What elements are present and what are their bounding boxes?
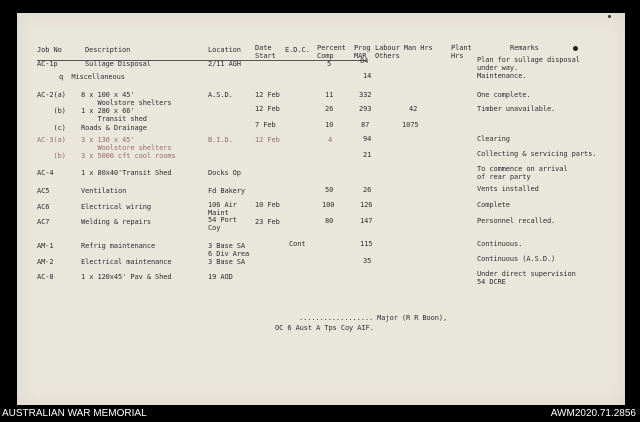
row-location: B.I.D.: [208, 136, 233, 144]
row-job-no: (b): [37, 152, 66, 160]
row-remarks: Personnel recalled.: [477, 217, 556, 225]
row-percent: 4: [328, 136, 333, 144]
row-description: Welding & repairs: [81, 218, 151, 226]
row-remarks: Clearing: [477, 135, 510, 143]
row-location: 6 Div Area 3 Base SA: [208, 250, 250, 266]
row-description: Electrical wiring: [81, 203, 151, 211]
row-job-no: AC-2(a): [37, 91, 66, 99]
document-page: [17, 13, 625, 405]
row-description: 1 x 120x45' Pav & Shed: [81, 273, 172, 281]
row-percent: 100: [322, 201, 335, 209]
row-description: 3 x 130 x 45' Woolstore shelters: [81, 136, 172, 152]
row-job-no: AC6: [37, 203, 50, 211]
row-others: 1075: [402, 121, 419, 129]
row-remarks: One complete.: [477, 91, 531, 99]
row-prog: 147: [360, 217, 373, 225]
archive-reference: AWM2020.71.2856: [550, 408, 636, 419]
row-job-no: AM-2: [37, 258, 54, 266]
row-description: 1 x 280 x 66' Transit shed: [81, 107, 147, 123]
row-remarks: To commence on arrival of rear party: [477, 165, 568, 181]
row-location: 2/11 AGH: [208, 60, 241, 68]
row-start: 12 Feb: [255, 105, 280, 113]
row-percent: 50: [325, 186, 334, 194]
header-date-start: Date Start: [255, 44, 276, 60]
row-job-no: AC7: [37, 218, 50, 226]
row-description: Ventilation: [81, 187, 127, 195]
row-prog: 21: [363, 151, 372, 159]
row-job-no: (c): [37, 124, 66, 132]
row-remarks: Continuous (A.S.D.): [477, 255, 556, 263]
row-start: 23 Feb: [255, 218, 280, 226]
row-percent: 26: [325, 105, 334, 113]
row-prog: 26: [363, 186, 372, 194]
row-start: 7 Feb: [255, 121, 276, 129]
row-description: q Miscellaneous: [59, 73, 125, 81]
signature-line: .................. Major (R R Boon),: [299, 314, 448, 322]
row-remarks: Timber unavailable.: [477, 105, 556, 113]
row-prog: 35: [363, 257, 372, 265]
row-location: Fd Bakery: [208, 187, 246, 195]
row-location: 106 Air Maint: [208, 201, 237, 217]
row-prog: 115: [360, 240, 373, 248]
row-job-no: (b): [37, 107, 66, 115]
row-job-no: AC-4: [37, 169, 54, 177]
signature-unit: OC 6 Aust A Tps Coy AIF.: [275, 324, 374, 332]
row-description: Sullage Disposal: [85, 60, 151, 68]
header-edc: E.D.C.: [285, 46, 310, 54]
row-job-no: AC-3(a): [37, 136, 66, 144]
row-location: 3 Base SA: [208, 242, 246, 250]
row-prog: 14: [363, 72, 372, 80]
header-percent-comp: Percent Comp: [317, 44, 346, 60]
row-description: 8 x 100 x 45' Woolstore shelters: [81, 91, 172, 107]
header-remarks: Remarks: [510, 44, 539, 52]
row-description: Roads & Drainage: [81, 124, 147, 132]
row-description: Refrig maintenance: [81, 242, 156, 250]
header-plant-hrs: Plant Hrs: [451, 44, 472, 60]
header-labour-man-hrs: Labour Man Hrs Others: [375, 44, 433, 60]
row-job-no: AC5: [37, 187, 50, 195]
row-prog: 84: [360, 57, 369, 65]
row-remarks: Continuous.: [477, 240, 523, 248]
row-location: Docks Op: [208, 169, 241, 177]
header-description: Description: [85, 46, 131, 54]
row-percent: 5: [327, 60, 332, 68]
archive-credit: AUSTRALIAN WAR MEMORIAL: [2, 408, 147, 419]
punch-hole: [608, 15, 611, 18]
row-description: 1 x 80x40'Transit Shed: [81, 169, 172, 177]
punch-hole: [573, 46, 578, 51]
header-location: Location: [208, 46, 241, 54]
row-edc: Cont: [289, 240, 306, 248]
row-remarks: Complete: [477, 201, 510, 209]
row-remarks: Under direct supervision 54 DCRE: [477, 270, 576, 286]
row-remarks: Vents installed: [477, 185, 539, 193]
row-percent: 80: [325, 217, 334, 225]
row-description: Electrical maintenance: [81, 258, 172, 266]
row-start: 12 Feb: [255, 136, 280, 144]
row-job-no: AC-1p: [37, 60, 58, 68]
row-job-no: AC-8: [37, 273, 54, 281]
row-others: 42: [409, 105, 418, 113]
row-prog: 332: [359, 91, 372, 99]
row-location: 19 AOD: [208, 273, 233, 281]
row-prog: 126: [360, 201, 373, 209]
row-start: 12 Feb: [255, 91, 280, 99]
row-remarks: Maintenance.: [477, 72, 527, 80]
row-percent: 10: [325, 121, 334, 129]
row-job-no: AM-1: [37, 242, 54, 250]
header-job-no: Job No: [37, 46, 62, 54]
row-location: A.S.D.: [208, 91, 233, 99]
row-prog: 94: [363, 135, 372, 143]
row-percent: 11: [325, 91, 334, 99]
row-prog: 293: [359, 105, 372, 113]
row-location: 54 Port Coy: [208, 216, 237, 232]
header-prog-mar: Prog MAR: [354, 44, 371, 60]
row-start: 10 Feb: [255, 201, 280, 209]
row-prog: 87: [361, 121, 370, 129]
row-description: 3 x 5000 cft cool rooms: [81, 152, 176, 160]
row-remarks: Plan for sullage disposal under way.: [477, 56, 580, 72]
row-remarks: Collecting & servicing parts.: [477, 150, 597, 158]
